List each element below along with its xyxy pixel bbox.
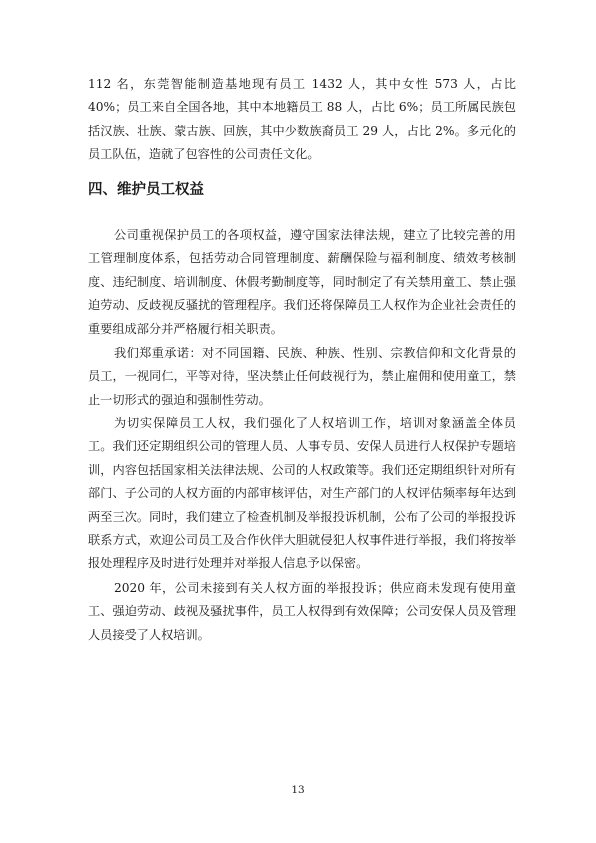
- paragraph-rights-overview: 公司重视保护员工的各项权益，遵守国家法律法规，建立了比较完善的用工管理制度体系，包括劳动合同管理制度、薪酬保险与福利制度、绩效考核制度、违纪制度、培训制度、休假考勤制度等，同时制定了有关禁用童工、禁止强迫劳动、反歧视反骚扰的管理程序。我们还将保障员工人权作为企业社会责任的重要组成部分并严格履行相关职责。: [88, 228, 516, 336]
- intro-paragraph: 112 名，东莞智能制造基地现有员工 1432 人，其中女性 573 人，占比 40%；员工来自全国各地，其中本地籍员工 88 人，占比 6%；员工所属民族包括汉族、壮族、蒙古族、回族，其中少数族裔员工 29 人，占比 2%。多元化的员工队伍，造就了包容性的公司责任文化。: [88, 77, 516, 162]
- section-heading: 四、维护员工权益: [88, 182, 204, 198]
- paragraph-training: 为切实保障员工人权，我们强化了人权培训工作，培训对象涵盖全体员工。我们还定期组织公司的管理人员、人事专员、安保人员进行人权保护专题培训，内容包括国家相关法律法规、公司的人权政策等。我们还定期组织针对所有部门、子公司的人权方面的内部审核评估，对生产部门的人权评估频率每年达到两至三次。同时，我们建立了检查机制及举报投诉机制，公布了公司的举报投诉联系方式，欢迎公司员工及合作伙伴大胆就侵犯人权事件进行举报，我们将按举报处理程序及时进行处理并对举报人信息予以保密。: [88, 416, 516, 571]
- paragraph-commitment: 我们郑重承诺：对不同国籍、民族、种族、性别、宗教信仰和文化背景的员工，一视同仁，平等对待，坚决禁止任何歧视行为，禁止雇佣和使用童工，禁止一切形式的强迫和强制性劳动。: [88, 346, 516, 407]
- paragraph-2020-summary: 2020 年，公司未接到有关人权方面的举报投诉；供应商未发现有使用童工、强迫劳动、歧视及骚扰事件，员工人权得到有效保障；公司安保人员及管理人员接受了人权培训。: [88, 581, 516, 642]
- page-number: 13: [291, 784, 305, 796]
